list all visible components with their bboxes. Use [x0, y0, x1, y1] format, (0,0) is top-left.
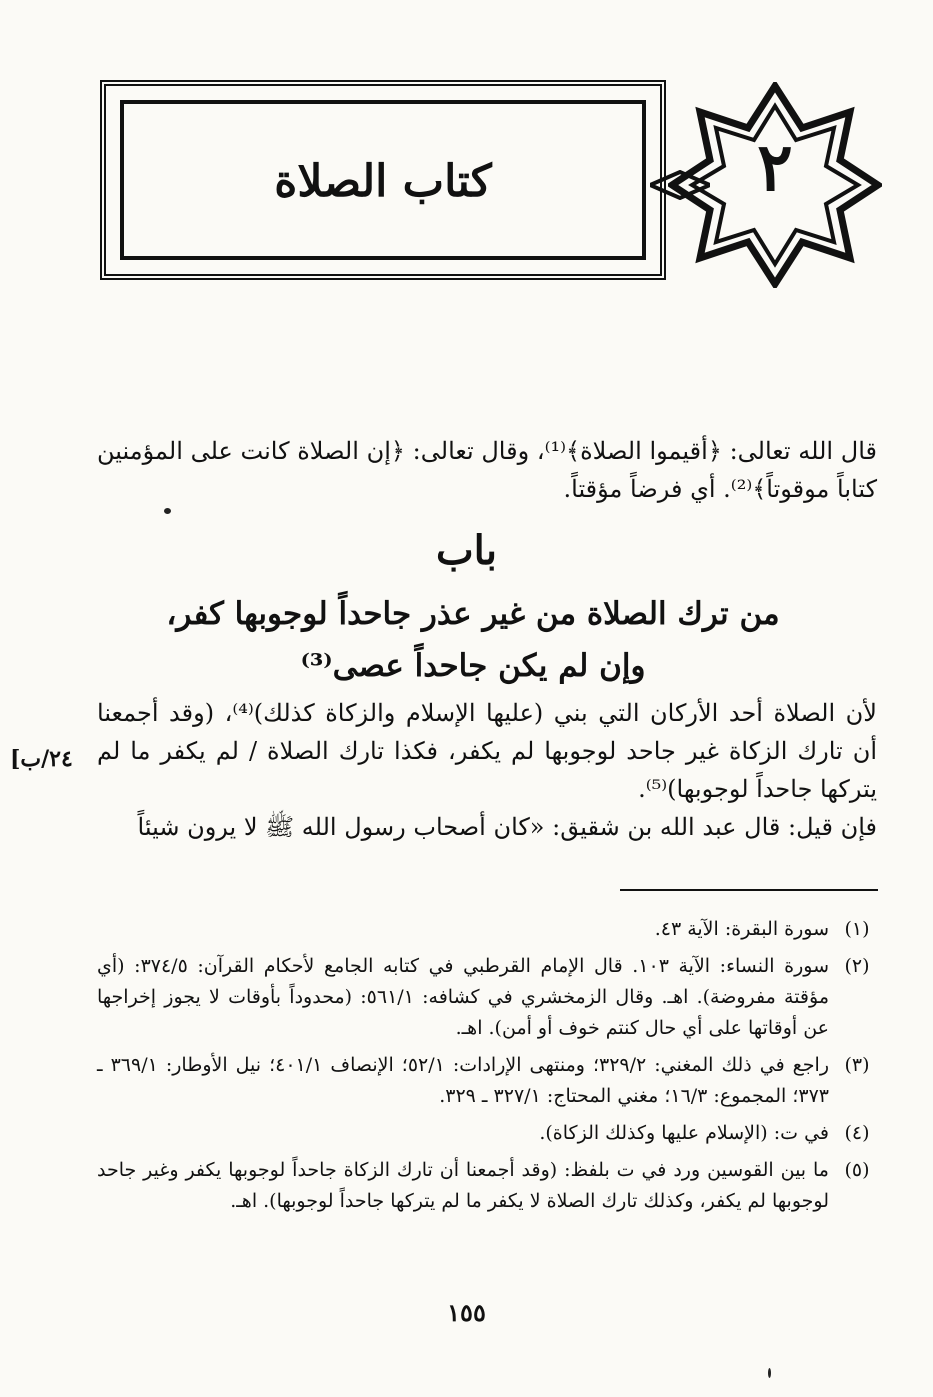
footnote-separator — [620, 889, 878, 891]
page-number: ١٥٥ — [447, 1298, 486, 1327]
bab-heading: باب — [436, 527, 497, 574]
chapter-title-frame — [100, 80, 666, 280]
footnote — [97, 1050, 877, 1112]
chapter-number: ٢ — [757, 128, 793, 206]
scan-speck — [164, 508, 171, 514]
footnote-text: ما بين القوسين ورد في ت بلفظ: (وقد أجمعنا أن تارك الزكاة جاحداً لوجوبها يكفر وغير جاحد لوجوبها لم يكفر، وكذلك تارك الصلاة لا يكفر ما لم يتركها جاحداً لوجوبها). اهـ. — [97, 1159, 829, 1212]
body-paragraph — [97, 694, 877, 846]
footnote-number: (٢) — [844, 955, 870, 977]
footnote — [97, 951, 877, 1044]
bab-title-line-1: من ترك الصلاة من غير عذر جاحداً لوجوبها كفر، — [166, 596, 780, 632]
chapter-title: كتاب الصلاة — [274, 156, 492, 207]
footnote-text: راجع في ذلك المغني: ٣٢٩/٢؛ ومنتهى الإرادات: ٥٢/١؛ الإنصاف ٤٠١/١؛ نيل الأوطار: ٣٦٩/١ ـ ٣٧٣؛ المجموع: ١٦/٣؛ مغني المحتاج: ٣٢٧/١ ـ ٣٢٩. — [97, 1054, 829, 1107]
footnote-text: سورة النساء: الآية ١٠٣. قال الإمام القرطبي في كتابه الجامع لأحكام القرآن: ٣٧٤/٥: (أي مؤقتة مفروضة). اهـ. وقال الزمخشري في كشافه: ٥٦١/١: (محدوداً بأوقات لا يجوز إخراجها عن أوقاتها على أي حال كنتم خوف أو أمن). اهـ. — [97, 955, 830, 1039]
scan-speck — [768, 1368, 771, 1378]
footnote — [97, 1118, 877, 1149]
manuscript-margin-ref: [٢٤/ب — [10, 746, 73, 772]
footnote-number: (٤) — [844, 1122, 870, 1144]
footnote — [97, 1155, 877, 1217]
footnote-text: سورة البقرة: الآية ٤٣. — [654, 918, 829, 940]
footnote-number: (٣) — [844, 1054, 870, 1076]
footnote-number: (٥) — [844, 1159, 870, 1181]
footnote — [97, 914, 877, 945]
footnote-text: في ت: (الإسلام عليها وكذلك الزكاة). — [539, 1122, 829, 1144]
footnotes — [97, 914, 877, 1223]
bab-title-line-2: وإن لم يكن جاحداً عصى⁽³⁾ — [300, 648, 646, 684]
body-text-2: فإن قيل: قال عبد الله بن شقيق: «كان أصحاب رسول الله ﷺ لا يرون شيئاً — [137, 813, 877, 841]
intro-paragraph: قال الله تعالى: ﴿أقيموا الصلاة﴾⁽¹⁾، وقال تعالى: ﴿إن الصلاة كانت على المؤمنين كتاباً موقوتاً﴾⁽²⁾. أي فرضاً مؤقتاً. — [97, 437, 877, 503]
bab-title — [73, 588, 873, 692]
body-text-1: لأن الصلاة أحد الأركان التي بني (عليها الإسلام والزكاة كذلك)⁽⁴⁾، (وقد أجمعنا أن تارك الزكاة غير جاحد لوجوبها لم يكفر، فكذا تارك الصلاة / لم يكفر ما لم يتركها جاحداً لوجوبها)⁽⁵⁾. — [97, 699, 877, 803]
footnote-number: (١) — [844, 918, 870, 940]
